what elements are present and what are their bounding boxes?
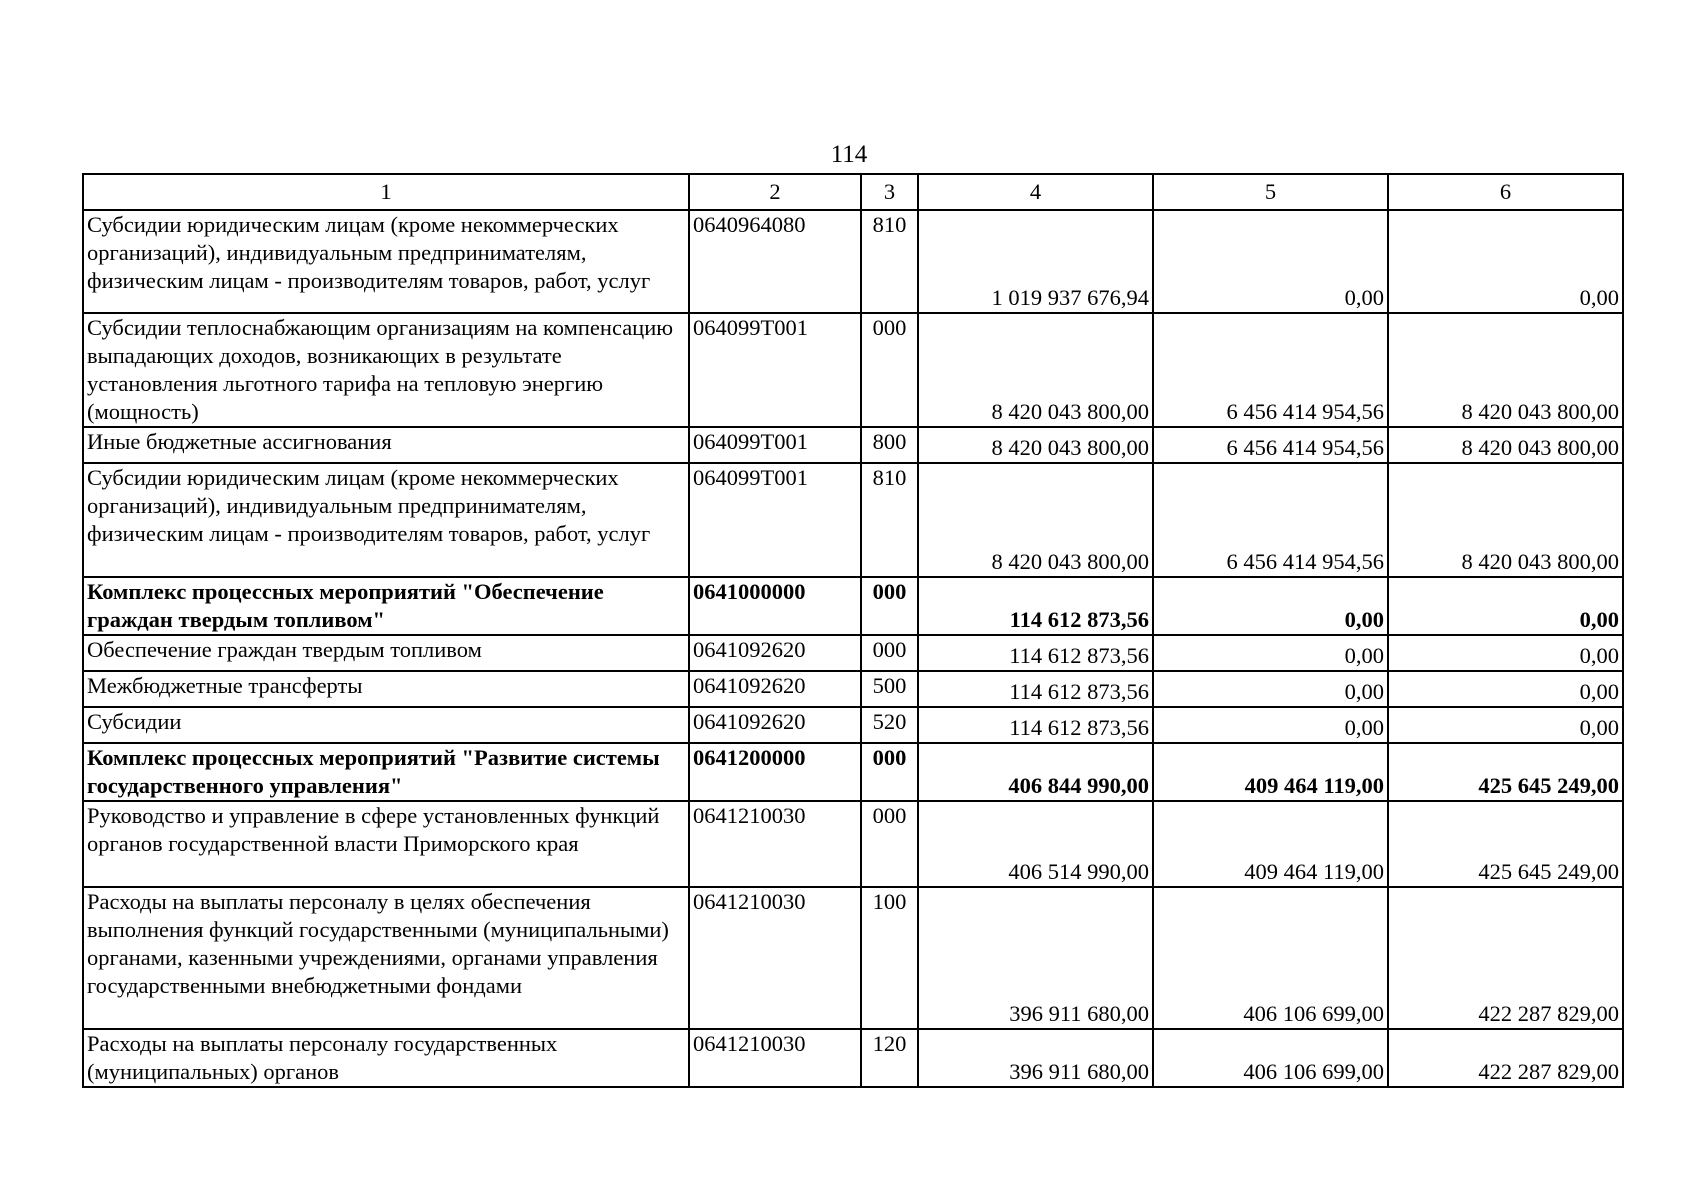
row-value-col5: 6 456 414 954,56: [1153, 313, 1388, 427]
row-value-col5: 0,00: [1153, 671, 1388, 707]
row-value-col4: 114 612 873,56: [918, 671, 1153, 707]
row-value-col4: 1 019 937 676,94: [918, 210, 1153, 313]
row-code: 0641210030: [689, 801, 861, 887]
row-value-col5: 0,00: [1153, 577, 1388, 635]
table-row: [83, 743, 1623, 801]
row-expense-type: 000: [861, 635, 918, 671]
row-value-col6: 0,00: [1388, 671, 1623, 707]
row-value-col6: 8 420 043 800,00: [1388, 313, 1623, 427]
column-header: 3: [861, 174, 918, 210]
column-header: 6: [1388, 174, 1623, 210]
row-name: Субсидии: [83, 707, 689, 743]
row-code: 0641092620: [689, 635, 861, 671]
row-expense-type: 810: [861, 463, 918, 577]
row-value-col6: 422 287 829,00: [1388, 1029, 1623, 1087]
table-row: [83, 671, 1623, 707]
table-row: [83, 427, 1623, 463]
row-value-col4: 406 514 990,00: [918, 801, 1153, 887]
row-expense-type: 000: [861, 801, 918, 887]
row-name: Субсидии юридическим лицам (кроме некоммерческих организаций), индивидуальным предпринимателям, физическим лицам - производителям товаров, работ, услуг: [83, 463, 689, 577]
row-value-col5: 6 456 414 954,56: [1153, 463, 1388, 577]
row-code: 0641000000: [689, 577, 861, 635]
table-row: [83, 577, 1623, 635]
row-name: Комплекс процессных мероприятий "Обеспечение граждан твердым топливом": [83, 577, 689, 635]
table-row: [83, 635, 1623, 671]
row-value-col5: 406 106 699,00: [1153, 887, 1388, 1029]
table-row: [83, 707, 1623, 743]
row-value-col5: 0,00: [1153, 210, 1388, 313]
row-code: 064099Т001: [689, 463, 861, 577]
row-value-col5: 406 106 699,00: [1153, 1029, 1388, 1087]
row-code: 064099Т001: [689, 427, 861, 463]
row-value-col5: 409 464 119,00: [1153, 801, 1388, 887]
row-value-col4: 114 612 873,56: [918, 635, 1153, 671]
row-value-col5: 0,00: [1153, 707, 1388, 743]
row-value-col6: 8 420 043 800,00: [1388, 463, 1623, 577]
row-value-col5: 0,00: [1153, 635, 1388, 671]
column-header: 2: [689, 174, 861, 210]
row-value-col6: 0,00: [1388, 210, 1623, 313]
row-value-col5: 409 464 119,00: [1153, 743, 1388, 801]
row-code: 0641092620: [689, 671, 861, 707]
table-header-row: [83, 174, 1623, 210]
row-code: 0640964080: [689, 210, 861, 313]
row-value-col5: 6 456 414 954,56: [1153, 427, 1388, 463]
row-name: Субсидии теплоснабжающим организациям на компенсацию выпадающих доходов, возникающих в результате установления льготного тарифа на тепловую энергию (мощность): [83, 313, 689, 427]
row-name: Обеспечение граждан твердым топливом: [83, 635, 689, 671]
row-code: 0641210030: [689, 1029, 861, 1087]
row-value-col6: 0,00: [1388, 577, 1623, 635]
table-row: [83, 210, 1623, 313]
row-code: 0641092620: [689, 707, 861, 743]
row-value-col6: 425 645 249,00: [1388, 801, 1623, 887]
row-value-col4: 406 844 990,00: [918, 743, 1153, 801]
row-name: Руководство и управление в сфере установленных функций органов государственной власти Приморского края: [83, 801, 689, 887]
column-header: 1: [83, 174, 689, 210]
row-name: Расходы на выплаты персоналу в целях обеспечения выполнения функций государственными (муниципальными) органами, казенными учреждениями, органами управления государственными внебюджетными фондами: [83, 887, 689, 1029]
row-code: 0641200000: [689, 743, 861, 801]
row-expense-type: 120: [861, 1029, 918, 1087]
table-row: [83, 801, 1623, 887]
row-value-col6: 0,00: [1388, 707, 1623, 743]
table-row: [83, 887, 1623, 1029]
row-expense-type: 000: [861, 313, 918, 427]
row-expense-type: 500: [861, 671, 918, 707]
row-value-col6: 0,00: [1388, 635, 1623, 671]
row-expense-type: 000: [861, 743, 918, 801]
row-code: 064099Т001: [689, 313, 861, 427]
row-expense-type: 520: [861, 707, 918, 743]
row-value-col4: 8 420 043 800,00: [918, 427, 1153, 463]
row-expense-type: 100: [861, 887, 918, 1029]
row-expense-type: 810: [861, 210, 918, 313]
row-value-col6: 422 287 829,00: [1388, 887, 1623, 1029]
page-number: 114: [830, 141, 868, 168]
table-row: [83, 463, 1623, 577]
row-value-col4: 396 911 680,00: [918, 1029, 1153, 1087]
row-value-col4: 8 420 043 800,00: [918, 463, 1153, 577]
budget-table: [82, 173, 1624, 1088]
row-expense-type: 000: [861, 577, 918, 635]
row-name: Субсидии юридическим лицам (кроме некоммерческих организаций), индивидуальным предпринимателям, физическим лицам - производителям товаров, работ, услуг: [83, 210, 689, 313]
row-name: Комплекс процессных мероприятий "Развитие системы государственного управления": [83, 743, 689, 801]
row-code: 0641210030: [689, 887, 861, 1029]
row-value-col4: 114 612 873,56: [918, 707, 1153, 743]
row-value-col6: 425 645 249,00: [1388, 743, 1623, 801]
row-name: Иные бюджетные ассигнования: [83, 427, 689, 463]
row-value-col6: 8 420 043 800,00: [1388, 427, 1623, 463]
row-name: Расходы на выплаты персоналу государственных (муниципальных) органов: [83, 1029, 689, 1087]
row-value-col4: 114 612 873,56: [918, 577, 1153, 635]
column-header: 5: [1153, 174, 1388, 210]
table-row: [83, 313, 1623, 427]
row-name: Межбюджетные трансферты: [83, 671, 689, 707]
row-expense-type: 800: [861, 427, 918, 463]
table-row: [83, 1029, 1623, 1087]
row-value-col4: 396 911 680,00: [918, 887, 1153, 1029]
row-value-col4: 8 420 043 800,00: [918, 313, 1153, 427]
column-header: 4: [918, 174, 1153, 210]
